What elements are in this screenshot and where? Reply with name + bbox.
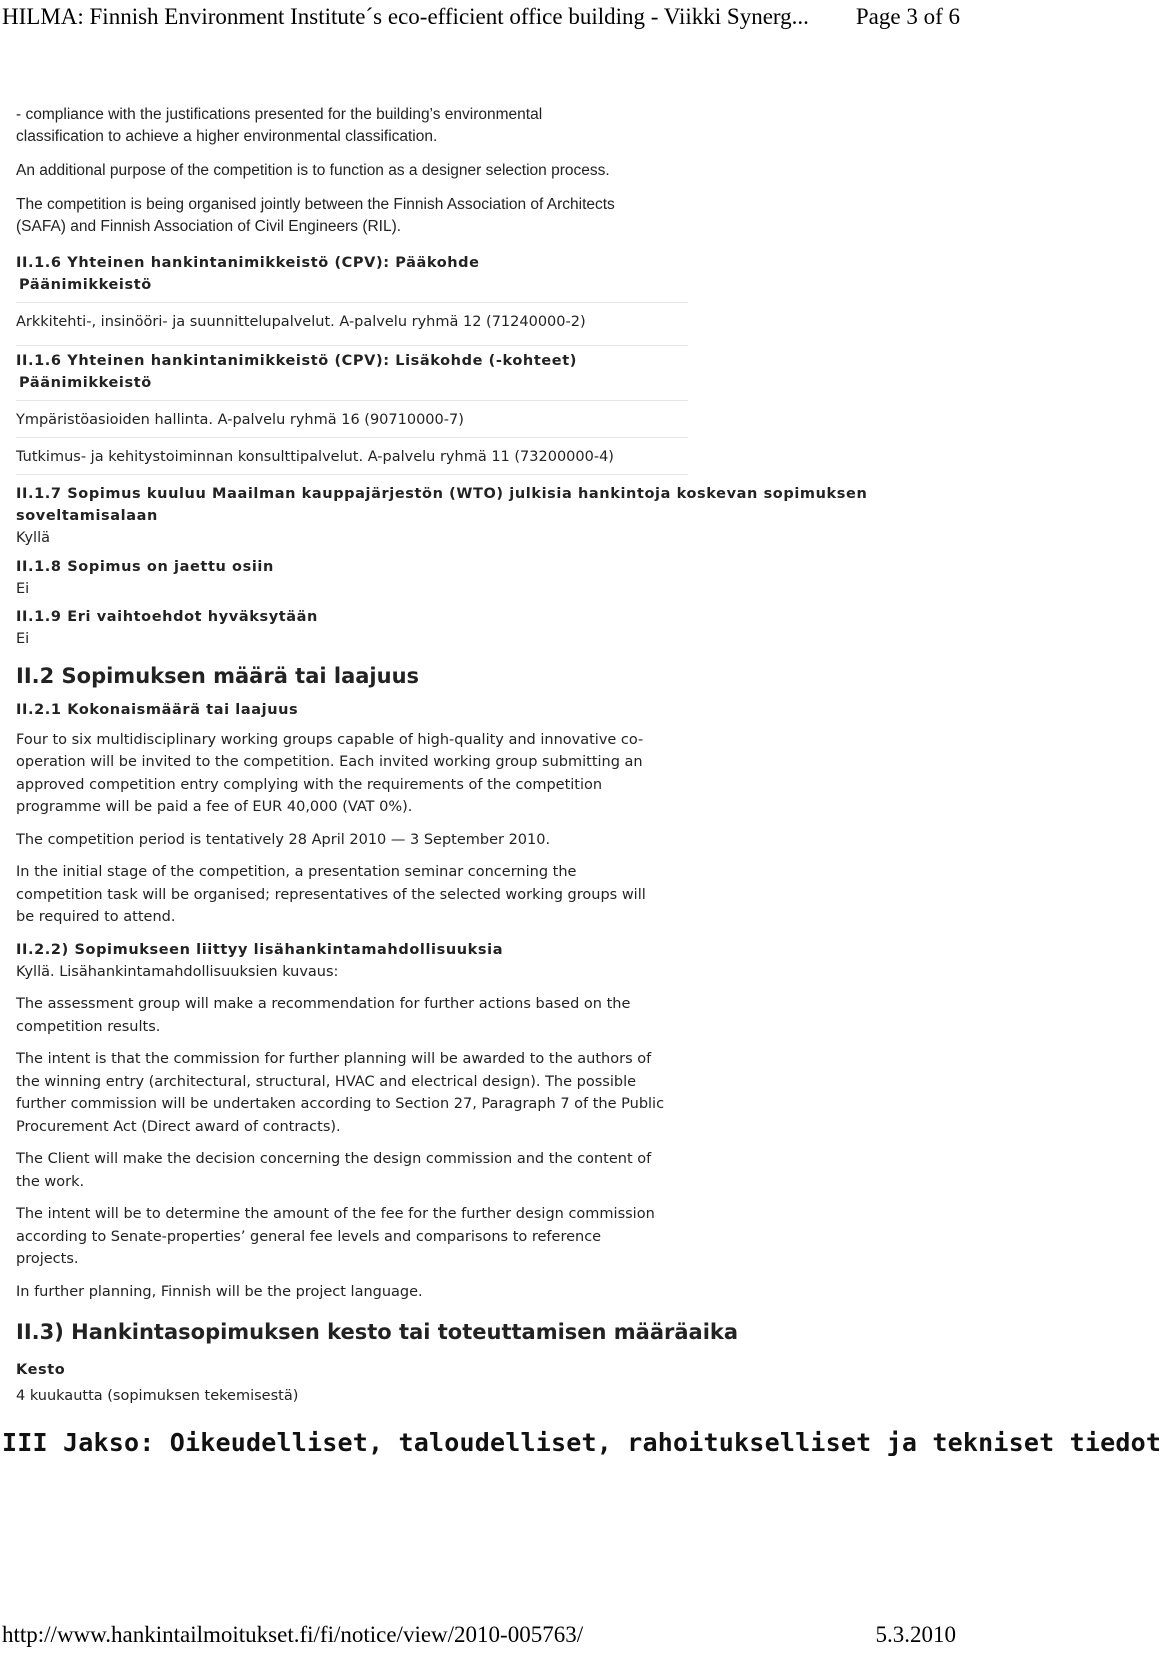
duration-label: Kesto xyxy=(16,1362,66,1378)
quantity-paragraph: In the initial stage of the competition, a presentation seminar concerning the competition task will be organised; representatives of the selected working groups will be required to attend. xyxy=(16,864,646,925)
subsection-heading-options: II.2.2) Sopimukseen liittyy lisähankintamahdollisuuksia xyxy=(16,941,504,958)
lots-value: Ei xyxy=(16,580,30,597)
intro-paragraph: An additional purpose of the competition is to function as a designer selection process. xyxy=(16,162,610,179)
print-footer xyxy=(0,1620,960,1650)
intro-paragraph: The competition is being organised jointly between the Finnish Association of Architects (SAFA) and Finnish Association of Civil Engineers (RIL). xyxy=(16,196,615,235)
variants-value: Ei xyxy=(16,631,30,647)
options-paragraph: Kyllä. Lisähankintamahdollisuuksien kuvaus: xyxy=(16,963,339,980)
intro-paragraph: - compliance with the justifications presented for the building’s environmental classification to achieve a higher environmental classification. xyxy=(16,106,543,145)
document-title: HILMA: Finnish Environment Institute´s eco-efficient office building - Viikki Synerg... xyxy=(2,4,809,29)
options-paragraph: The intent is that the commission for further planning will be awarded to the authors of the winning entry (architectural, structural, HVAC and electrical design). The possible further commission will be undertaken according to Section 27, Paragraph 7 of the Public Procurement Act (Direct award of contracts). xyxy=(16,1051,665,1135)
section-heading-lots: II.1.8 Sopimus on jaettu osiin xyxy=(16,558,274,575)
print-date: 5.3.2010 xyxy=(875,1622,956,1647)
section-heading-cpv-main: II.1.6 Yhteinen hankintanimikkeistö (CPV): Pääkohde xyxy=(16,255,480,271)
cpv-item: Arkkitehti-, insinööri- ja suunnittelupalvelut. A-palvelu ryhmä 12 (71240000-2) xyxy=(16,302,688,339)
section-heading-quantity: II.2 Sopimuksen määrä tai laajuus xyxy=(16,663,420,688)
section-heading-duration: II.3) Hankintasopimuksen kesto tai toteuttamisen määräaika xyxy=(16,1320,739,1344)
options-paragraph: In further planning, Finnish will be the project language. xyxy=(16,1283,423,1300)
options-paragraph: The assessment group will make a recommendation for further actions based on the competition results. xyxy=(16,996,631,1035)
subheading: Päänimikkeistö xyxy=(19,375,152,391)
quantity-paragraph: The competition period is tentatively 28 April 2010 — 3 September 2010. xyxy=(16,831,551,848)
part-heading-legal: III Jakso: Oikeudelliset, taloudelliset, rahoitukselliset ja tekniset tiedot xyxy=(2,1427,1161,1457)
section-heading-cpv-additional: II.1.6 Yhteinen hankintanimikkeistö (CPV): Lisäkohde (-kohteet) xyxy=(16,345,688,372)
subheading: Päänimikkeistö xyxy=(19,277,152,293)
page-number: Page 3 of 6 xyxy=(855,4,960,29)
cpv-item: Tutkimus- ja kehitystoiminnan konsulttipalvelut. A-palvelu ryhmä 11 (73200000-4) xyxy=(16,437,688,475)
print-header xyxy=(0,0,960,42)
wto-value: Kyllä xyxy=(16,530,50,546)
source-url: http://www.hankintailmoitukset.fi/fi/notice/view/2010-005763/ xyxy=(2,1622,584,1647)
options-paragraph: The Client will make the decision concerning the design commission and the content of the work. xyxy=(16,1151,652,1190)
subsection-heading-total-quantity: II.2.1 Kokonaismäärä tai laajuus xyxy=(16,701,299,718)
duration-value: 4 kuukautta (sopimuksen tekemisestä) xyxy=(16,1388,299,1404)
section-heading-wto: II.1.7 Sopimus kuuluu Maailman kauppajärjestön (WTO) julkisia hankintoja koskevan sopimuksen soveltamisalaan xyxy=(16,486,868,524)
section-heading-variants: II.1.9 Eri vaihtoehdot hyväksytään xyxy=(16,609,318,625)
options-paragraph: The intent will be to determine the amount of the fee for the further design commission according to Senate-properties’ general fee levels and comparisons to reference projects. xyxy=(16,1206,655,1267)
notice-content xyxy=(2,104,1161,1460)
quantity-paragraph: Four to six multidisciplinary working groups capable of high-quality and innovative co-operation will be invited to the competition. Each invited working group submitting an approved competition entry complying with the requirements of the competition programme will be paid a fee of EUR 40,000 (VAT 0%). xyxy=(16,731,644,815)
cpv-item: Ympäristöasioiden hallinta. A-palvelu ryhmä 16 (90710000-7) xyxy=(16,400,688,437)
